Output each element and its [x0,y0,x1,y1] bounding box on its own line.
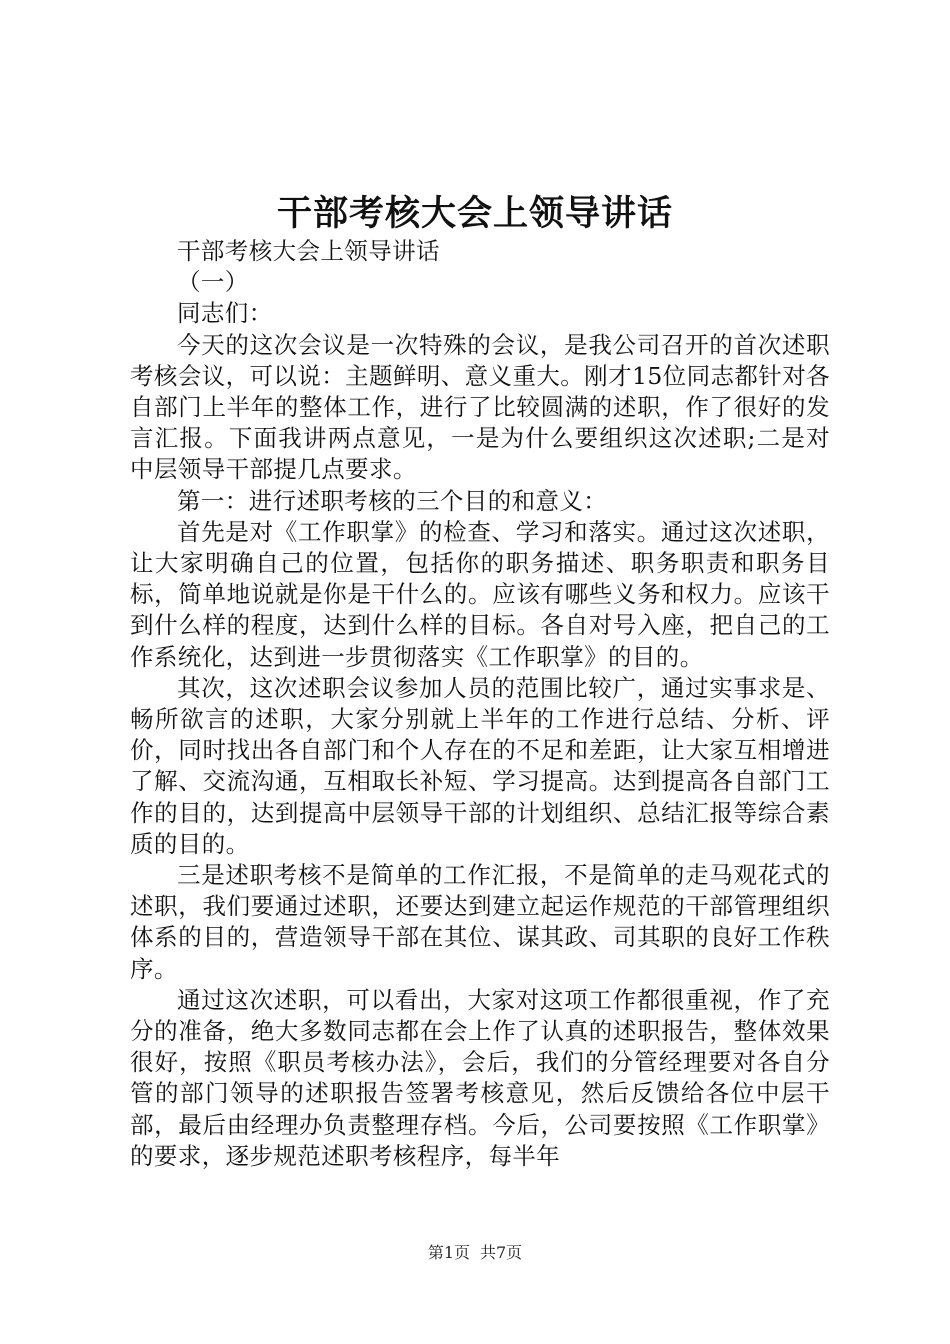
page-total: 共7页 [480,1243,523,1262]
document-body [130,236,830,1172]
paragraph-purpose-three: 三是述职考核不是简单的工作汇报，不是简单的走马观花式的述职，我们要通过述职，还要达到建立起运作规范的干部管理组织体系的目的，营造领导干部在其位、谋其政、司其职的良好工作秩序。 [130,861,830,983]
document-title: 干部考核大会上领导讲话 [276,193,673,234]
paragraph-intro: 今天的这次会议是一次特殊的会议，是我公司召开的首次述职考核会议，可以说：主题鲜明、意义重大。刚才15位同志都针对各自部门上半年的整体工作，进行了比较圆满的述职，作了很好的发言汇报。下面我讲两点意见，一是为什么要组织这次述职;二是对中层领导干部提几点要求。 [130,330,830,484]
paragraph-heading-first: 第一：进行述职考核的三个目的和意义： [177,486,608,515]
paragraph-purpose-one: 首先是对《工作职掌》的检查、学习和落实。通过这次述职，让大家明确自己的位置，包括你的职务描述、职务职责和职务目标，简单地说就是你是干什么的。应该有哪些义务和权力。应该干到什么样的程度，达到什么样的目标。各自对号入座，把自己的工作系统化，达到进一步贯彻落实《工作职掌》的目的。 [130,517,830,671]
page-footer [0,1240,950,1263]
paragraph-purpose-two: 其次，这次述职会议参加人员的范围比较广，通过实事求是、畅所欲言的述职，大家分别就上半年的工作进行总结、分析、评价，同时找出各自部门和个人存在的不足和差距，让大家互相增进了解、交流沟通，互相取长补短、学习提高。达到提高各自部门工作的目的，达到提高中层领导干部的计划组织、总结汇报等综合素质的目的。 [130,673,830,858]
paragraph-section-number: （一） [177,268,249,297]
paragraph-subtitle: 干部考核大会上领导讲话 [177,237,440,265]
paragraph-salutation: 同志们： [177,299,273,328]
paragraph-summary: 通过这次述职，可以看出，大家对这项工作都很重视，作了充分的准备，绝大多数同志都在会上作了认真的述职报告，整体效果很好，按照《职员考核办法》，会后，我们的分管经理要对各自分管的部门领导的述职报告签署考核意见，然后反馈给各位中层干部，最后由经理办负责整理存档。今后，公司要按照《工作职掌》的要求，逐步规范述职考核程序，每半年 [130,985,830,1170]
page-number: 第1页 [427,1243,470,1262]
